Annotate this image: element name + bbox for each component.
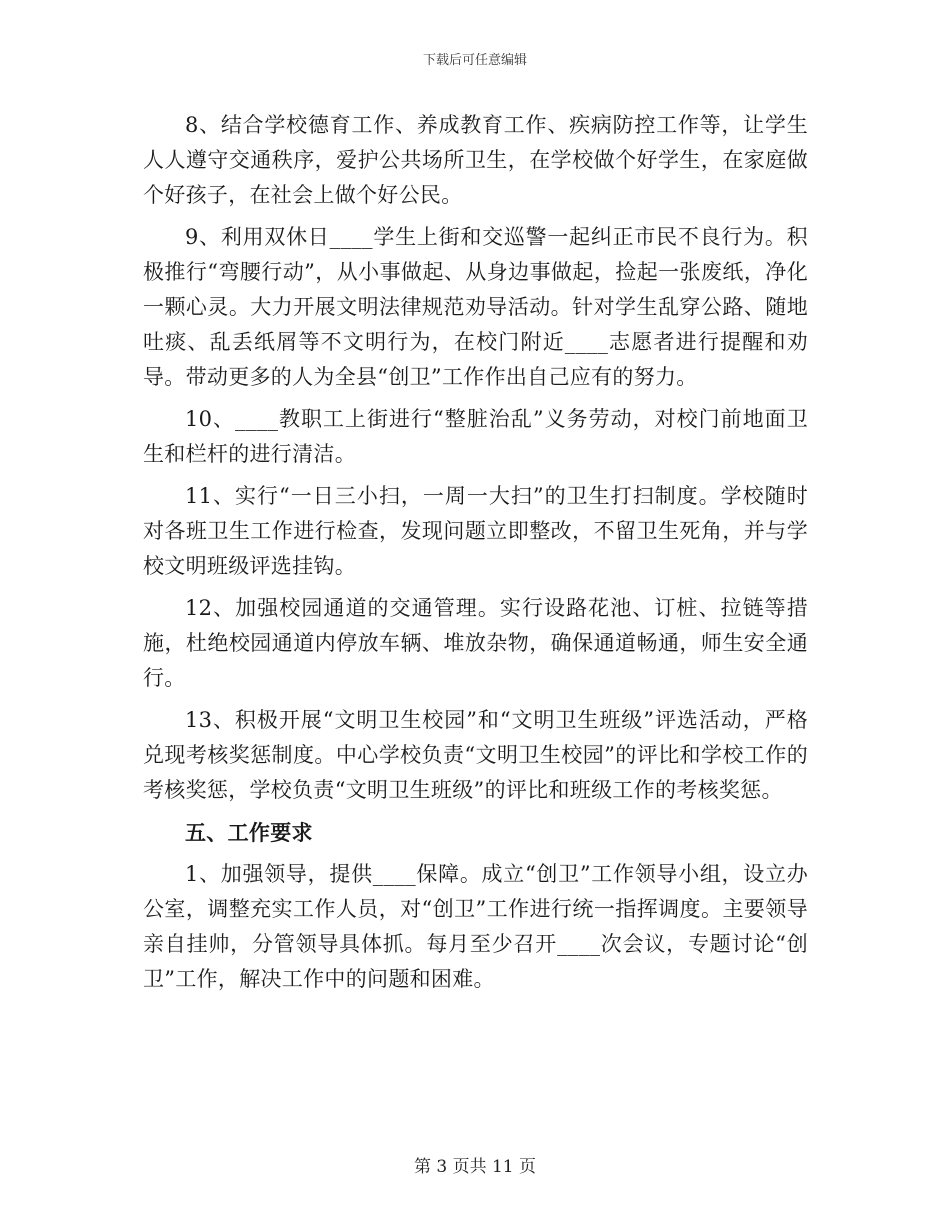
paragraph-item-12: 12、加强校园通道的交通管理。实行设路花池、订桩、拉链等措施，杜绝校园通道内停放车辆、堆放杂物，确保通道畅通，师生安全通行。 — [143, 596, 808, 690]
section-heading: 五、工作要求 — [185, 820, 313, 845]
document-body — [143, 108, 808, 1004]
paragraph-item-8: 8、结合学校德育工作、养成教育工作、疾病防控工作等，让学生人人遵守交通秩序，爱护公共场所卫生，在学校做个好学生，在家庭做个好孩子，在社会上做个好公民。 — [143, 113, 808, 207]
paragraph-item-11: 11、实行“一日三小扫，一周一大扫”的卫生打扫制度。学校随时对各班卫生工作进行检查，发现问题立即整改，不留卫生死角，并与学校文明班级评选挂钩。 — [143, 484, 808, 578]
paragraph-item-10: 10、____教职工上街进行“整脏治乱”义务劳动，对校门前地面卫生和栏杆的进行清洁。 — [143, 407, 808, 466]
paragraph-item-13: 13、积极开展“文明卫生校园”和“文明卫生班级”评选活动，严格兑现考核奖惩制度。中心学校负责“文明卫生校园”的评比和学校工作的考核奖惩，学校负责“文明卫生班级”的评比和班级工作的考核奖惩。 — [143, 708, 808, 802]
page-number-footer: 第 3 页共 11 页 — [413, 1157, 537, 1177]
paragraph-requirement-1: 1、加强领导，提供____保障。成立“创卫”工作领导小组，设立办公室，调整充实工作人员，对“创卫”工作进行统一指挥调度。主要领导亲自挂帅，分管领导具体抓。每月至少召开____次会议，专题讨论“创卫”工作，解决工作中的问题和困难。 — [143, 862, 808, 991]
paragraph-item-9: 9、利用双休日____学生上街和交巡警一起纠正市民不良行为。积极推行“弯腰行动”，从小事做起、从身边事做起，捡起一张废纸，净化一颗心灵。大力开展文明法律规范劝导活动。针对学生乱穿公路、随地吐痰、乱丢纸屑等不文明行为，在校门附近____志愿者进行提醒和劝导。带动更多的人为全县“创卫”工作作出自己应有的努力。 — [143, 225, 808, 389]
page-header: 下载后可任意编辑 — [422, 53, 527, 68]
